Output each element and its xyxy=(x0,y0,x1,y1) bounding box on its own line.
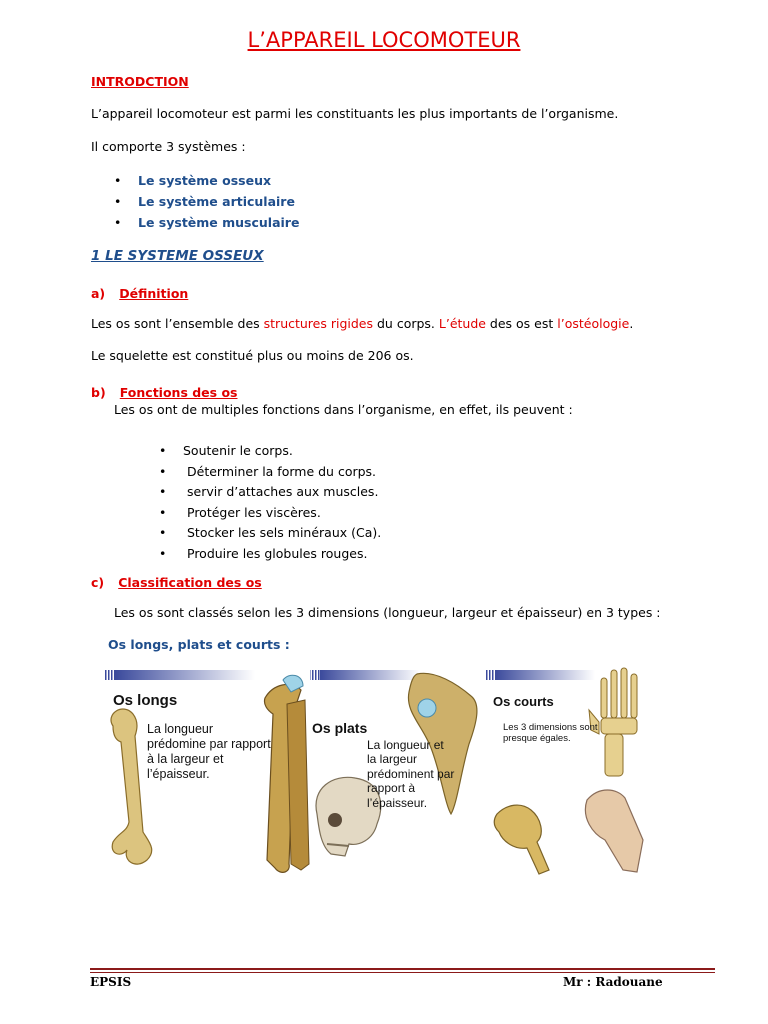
text-line: à la largeur et xyxy=(147,752,224,766)
intro-heading: INTRODCTION xyxy=(91,74,189,89)
femur-icon xyxy=(111,709,152,864)
definition-part: du corps. xyxy=(373,316,439,331)
long-bones-label: Os longs xyxy=(113,692,178,709)
text-line: Les 3 dimensions sont xyxy=(503,722,598,733)
bullet-icon: • xyxy=(159,443,167,458)
function-label: Soutenir le corps. xyxy=(183,443,293,458)
text-line: l’épaisseur. xyxy=(147,767,210,781)
subsection-title: Classification des os xyxy=(118,575,262,590)
classification-text: Les os sont classés selon les 3 dimensions (longueur, largeur et épaisseur) en 3 types : xyxy=(114,605,661,620)
system-label: Le système musculaire xyxy=(138,215,300,230)
bone-types-line: Os longs, plats et courts : xyxy=(108,637,290,652)
short-bones-description xyxy=(503,722,598,745)
long-bones-description xyxy=(147,722,271,782)
text-line: l’épaisseur. xyxy=(367,795,428,810)
intro-para-1: L’appareil locomoteur est parmi les constituants les plus importants de l’organisme. xyxy=(91,106,619,121)
flat-bones-label: Os plats xyxy=(312,720,368,736)
header-bar xyxy=(320,670,420,680)
text-line: La longueur xyxy=(147,722,214,736)
subsection-title: Fonctions des os xyxy=(119,385,238,400)
header-bar-hatch xyxy=(105,670,115,680)
function-label: servir d’attaches aux muscles. xyxy=(187,484,379,500)
footer-right: Mr : Radouane xyxy=(563,975,663,989)
function-label: Produire les globules rouges. xyxy=(187,545,368,561)
system-label: Le système articulaire xyxy=(138,194,295,209)
bullet-icon: • xyxy=(159,525,167,541)
section-heading: 1 LE SYSTEME OSSEUX xyxy=(91,248,264,264)
subsection-a-heading xyxy=(91,283,188,302)
vertebra-icon xyxy=(494,805,549,874)
bullet-icon: • xyxy=(159,504,167,520)
bullet-icon: • xyxy=(114,194,122,209)
text-line: rapport à xyxy=(367,781,416,796)
highlight-term: l’ostéologie xyxy=(557,316,630,331)
foot-bones-icon xyxy=(585,790,643,872)
functions-intro: Les os ont de multiples fonctions dans l’organisme, en effet, ils peuvent : xyxy=(114,402,573,417)
bullet-icon: • xyxy=(159,484,167,500)
bullet-icon: • xyxy=(159,545,167,561)
footer-divider-thin xyxy=(90,972,715,973)
subsection-letter: a) xyxy=(91,286,106,301)
page-title: L’APPAREIL LOCOMOTEUR xyxy=(247,28,521,52)
function-label: Protéger les viscères. xyxy=(187,504,321,520)
subsection-title: Définition xyxy=(119,286,189,301)
text-line: La longueur et xyxy=(367,738,444,752)
footer-divider xyxy=(90,968,715,970)
function-label: Stocker les sels minéraux (Ca). xyxy=(187,525,382,541)
text-line: prédominent par xyxy=(367,766,455,781)
definition-part: des os est xyxy=(485,316,558,331)
short-bones-label: Os courts xyxy=(493,694,554,709)
text-line: prédomine par rapport xyxy=(147,737,271,751)
flat-bones-description xyxy=(367,738,454,810)
text-line: la largeur xyxy=(367,752,418,767)
intro-para-2: Il comporte 3 systèmes : xyxy=(91,139,246,154)
header-bar-hatch xyxy=(485,670,495,680)
header-bar xyxy=(495,670,595,680)
header-bar-hatch xyxy=(310,670,320,680)
highlight-term: structures rigides xyxy=(263,316,374,331)
bullet-icon: • xyxy=(114,215,122,230)
definition-part: Les os sont l’ensemble des xyxy=(91,316,264,331)
forearm-bones-icon xyxy=(264,675,309,872)
subsection-b-heading xyxy=(91,382,237,401)
text-line: presque égales. xyxy=(503,733,571,745)
bullet-icon: • xyxy=(114,173,122,188)
highlight-term: L’étude xyxy=(438,316,486,331)
system-label: Le système osseux xyxy=(138,173,272,188)
subsection-letter: c) xyxy=(91,575,105,590)
subsection-letter: b) xyxy=(91,385,106,400)
bone-classification-figure xyxy=(105,664,645,880)
function-label: Déterminer la forme du corps. xyxy=(187,463,377,479)
bullet-icon: • xyxy=(159,463,167,479)
subsection-c-heading xyxy=(91,572,262,591)
definition-part: . xyxy=(629,316,634,331)
header-bar xyxy=(115,670,255,680)
footer-left: EPSIS xyxy=(90,975,132,989)
bone-count-text: Le squelette est constitué plus ou moins de 206 os. xyxy=(91,348,414,363)
definition-text xyxy=(91,316,633,331)
